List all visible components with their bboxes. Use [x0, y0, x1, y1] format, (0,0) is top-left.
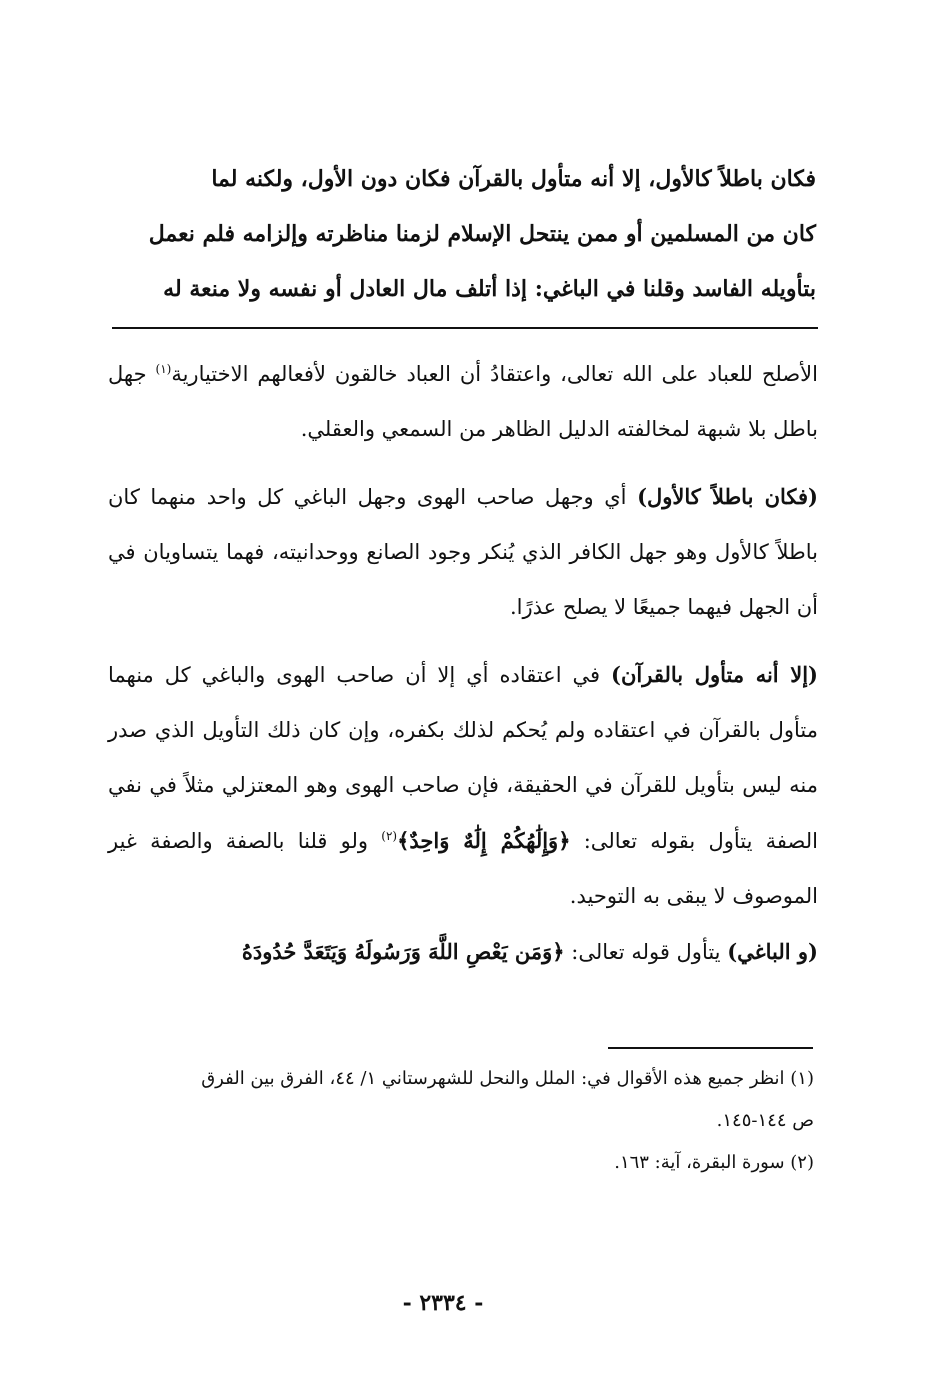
commentary-paragraph-1: [108, 347, 818, 457]
commentary-text: ولو قلنا بالصفة والصفة غير الموصوف لا يبقى به التوحيد.: [108, 829, 818, 908]
commentary-text: أي وجهل صاحب الهوى وجهل الباغي كل واحد منهما كان باطلاً كالأول وهو جهل الكافر الذي يُنكر وجود الصانع ووحدانيته، فهما يتساويان في أن الجهل فيهما جميعًا لا يصلح عذرًا.: [108, 485, 818, 619]
footnotes: [100, 1058, 814, 1184]
main-line-1: فكان باطلاً كالأول، إلا أنه متأول بالقرآن فكان دون الأول، ولكنه لما: [211, 166, 816, 192]
commentary-text: الأصلح للعباد على الله تعالى، واعتقادُ أن العباد خالقون لأفعالهم الاختيارية: [171, 362, 818, 386]
main-text-divider: [112, 327, 818, 329]
commentary-text: في اعتقاده أي إلا أن صاحب الهوى والباغي كل منهما متأول بالقرآن في اعتقاده ولم يُحكم لذلك بكفره، وإن كان ذلك التأويل الذي صدر منه ليس بتأويل للقرآن في الحقيقة، فإن صاحب الهوى وهو المعتزلي مثلاً في نفي الصفة يتأول بقوله تعالى:: [108, 663, 818, 853]
lemma: (و الباغي): [727, 939, 818, 964]
page-number: - ٢٣٣٤ -: [402, 1290, 484, 1316]
commentary-paragraph-2: [108, 469, 818, 635]
commentary-paragraph-4: [108, 924, 818, 980]
commentary-text: يتأول قوله تعالى:: [571, 940, 721, 964]
main-text: [108, 152, 816, 317]
main-line-2: كان من المسلمين أو ممن ينتحل الإسلام لزمنا مناظرته وإلزامه فلم نعمل: [148, 221, 816, 247]
lemma: (فكان باطلاً كالأول): [637, 484, 818, 509]
footnote-reference-1: (١): [155, 362, 172, 376]
quran-verse: ﴿وَإِلَٰهُكُمْ إِلَٰهٌ وَاحِدٌ﴾: [397, 828, 571, 853]
commentary: [108, 347, 818, 980]
footnote-divider: [608, 1047, 813, 1049]
commentary-text: جهل باطل بلا شبهة لمخالفته الدليل الظاهر من السمعي والعقلي.: [108, 362, 818, 441]
footnote-2: (٢) سورة البقرة، آية: ١٦٣.: [614, 1152, 814, 1173]
footnote-1-line-1: (١) انظر جميع هذه الأقوال في: الملل والنحل للشهرستاني ١/ ٤٤، الفرق بين الفرق: [201, 1068, 814, 1089]
main-line-3: بتأويله الفاسد وقلنا في الباغي: إذا أتلف مال العادل أو نفسه ولا منعة له: [163, 276, 816, 302]
quran-verse: ﴿وَمَن يَعْصِ اللَّهَ وَرَسُولَهُ وَيَتَعَدَّ حُدُودَهُ: [241, 939, 565, 964]
lemma: (إلا أنه متأول بالقرآن): [611, 662, 818, 687]
footnote-reference-2: (٢): [381, 829, 398, 843]
footnote-1-line-2: ص ١٤٤-١٤٥.: [716, 1110, 814, 1131]
commentary-paragraph-3: [108, 647, 818, 924]
